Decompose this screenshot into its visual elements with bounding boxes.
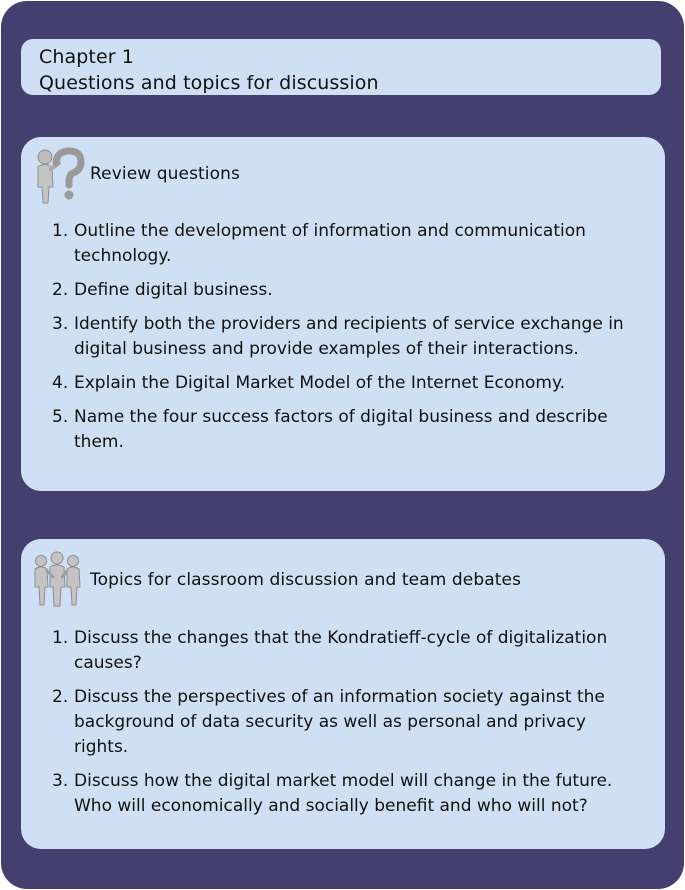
review-questions-panel xyxy=(21,137,665,491)
item-number: 1. xyxy=(52,628,69,648)
item-text: Explain the Digital Market Model of the Internet Economy. xyxy=(74,373,566,393)
discussion-figures-icon xyxy=(29,549,85,609)
item-text: Name the four success factors of digital business and describe them. xyxy=(74,407,608,452)
item-text: Discuss the changes that the Kondratieff-cycle of digitalization causes? xyxy=(74,628,608,673)
list-item xyxy=(21,371,631,396)
discussion-topics-panel xyxy=(21,539,665,849)
list-item xyxy=(21,405,631,455)
chapter-subtitle: Questions and topics for discussion xyxy=(39,72,379,94)
list-item xyxy=(21,685,631,760)
item-number: 3. xyxy=(52,314,69,334)
item-number: 2. xyxy=(52,687,69,707)
list-item xyxy=(21,312,631,362)
item-text: Discuss how the digital market model will change in the future. Who will economically and socially benefit and who will not? xyxy=(74,771,613,816)
review-questions-title: Review questions xyxy=(90,164,240,184)
item-text: Identify both the providers and recipients of service exchange in digital business and provide examples of their interactions. xyxy=(74,314,624,359)
list-item xyxy=(21,219,631,269)
item-number: 3. xyxy=(52,771,69,791)
list-item xyxy=(21,769,631,819)
list-item xyxy=(21,626,631,676)
item-number: 5. xyxy=(52,407,69,427)
chapter-header xyxy=(21,39,661,95)
item-number: 4. xyxy=(52,373,69,393)
item-text: Define digital business. xyxy=(74,280,273,300)
discussion-topics-title: Topics for classroom discussion and team debates xyxy=(90,570,522,590)
item-number: 1. xyxy=(52,221,69,241)
question-figure-icon xyxy=(29,145,85,205)
list-item xyxy=(21,278,631,303)
chapter-label: Chapter 1 xyxy=(39,46,134,68)
item-text: Outline the development of information and communication technology. xyxy=(74,221,586,266)
page-frame xyxy=(1,1,684,889)
item-number: 2. xyxy=(52,280,69,300)
review-questions-list xyxy=(21,219,631,464)
discussion-topics-list xyxy=(21,626,631,828)
item-text: Discuss the perspectives of an information society against the background of data security as well as personal and privacy rights. xyxy=(74,687,605,757)
